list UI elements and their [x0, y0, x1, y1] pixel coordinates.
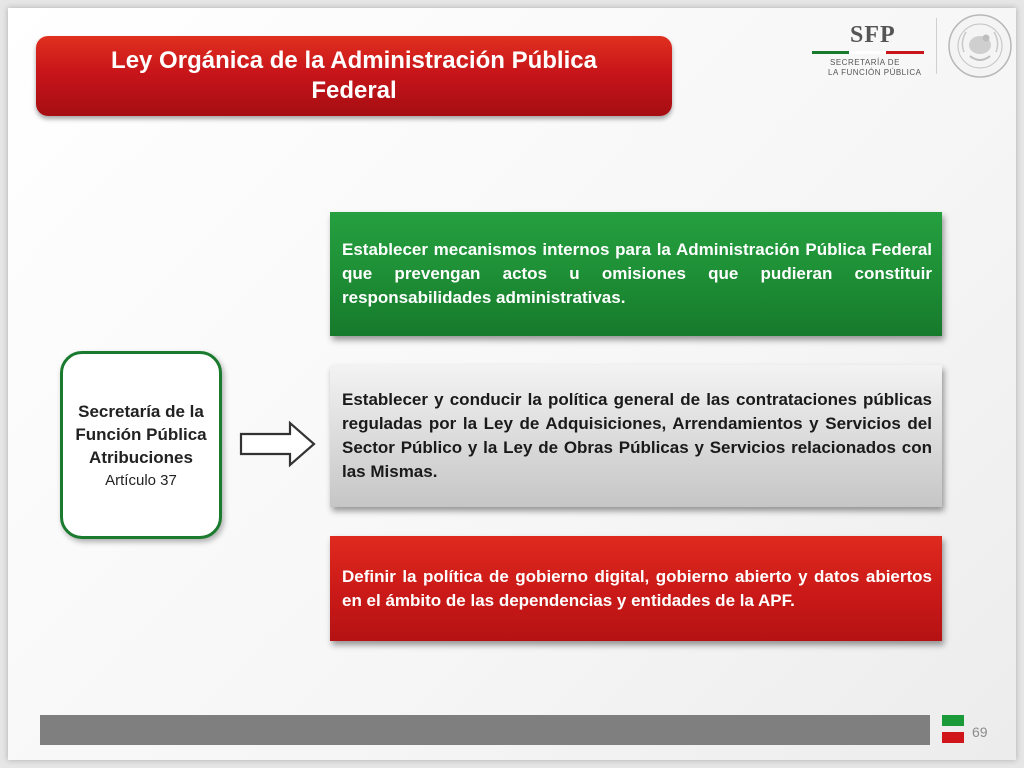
title-banner: [36, 36, 672, 116]
national-seal-icon: [946, 12, 1014, 80]
atribucion-item-1: [330, 212, 942, 336]
atribucion-item-2-text: Establecer y conducir la política general de las contrataciones públicas reguladas por la Ley de Adquisiciones, Arrendamientos y Servicios del Sector Público y la Ley de Obras Públicas y Servicios relacionados con las Mismas.: [342, 390, 932, 481]
logo-acronym: SFP: [850, 22, 896, 48]
flag-green-block: [942, 715, 964, 726]
atribuciones-box: [60, 351, 222, 539]
logo-divider: [936, 18, 937, 74]
atribuciones-title: Secretaría de la Función Pública Atribuciones: [75, 401, 207, 467]
atribucion-item-3: [330, 536, 942, 641]
flag-red-block: [942, 732, 964, 743]
logo-line1: SECRETARÍA DE: [830, 58, 900, 67]
atribucion-item-2: [330, 365, 942, 507]
atribuciones-article: Artículo 37: [105, 471, 177, 489]
page-title: Ley Orgánica de la Administración Pública Federal: [111, 47, 597, 104]
atribucion-item-3-text: Definir la política de gobierno digital, gobierno abierto y datos abiertos en el ámbito de las dependencias y entidades de la APF.: [342, 566, 932, 610]
right-arrow-icon: [238, 420, 318, 468]
page-number: 69: [972, 724, 988, 740]
logo-line2: LA FUNCIÓN PÚBLICA: [828, 68, 922, 77]
logo-tricolor-line: [812, 51, 924, 54]
atribucion-item-1-text: Establecer mecanismos internos para la Administración Pública Federal que prevengan actos u omisiones que pudieran constituir responsabilidades administrativas.: [342, 240, 932, 307]
footer-bar: [40, 715, 930, 745]
sfp-logo: [812, 18, 932, 78]
